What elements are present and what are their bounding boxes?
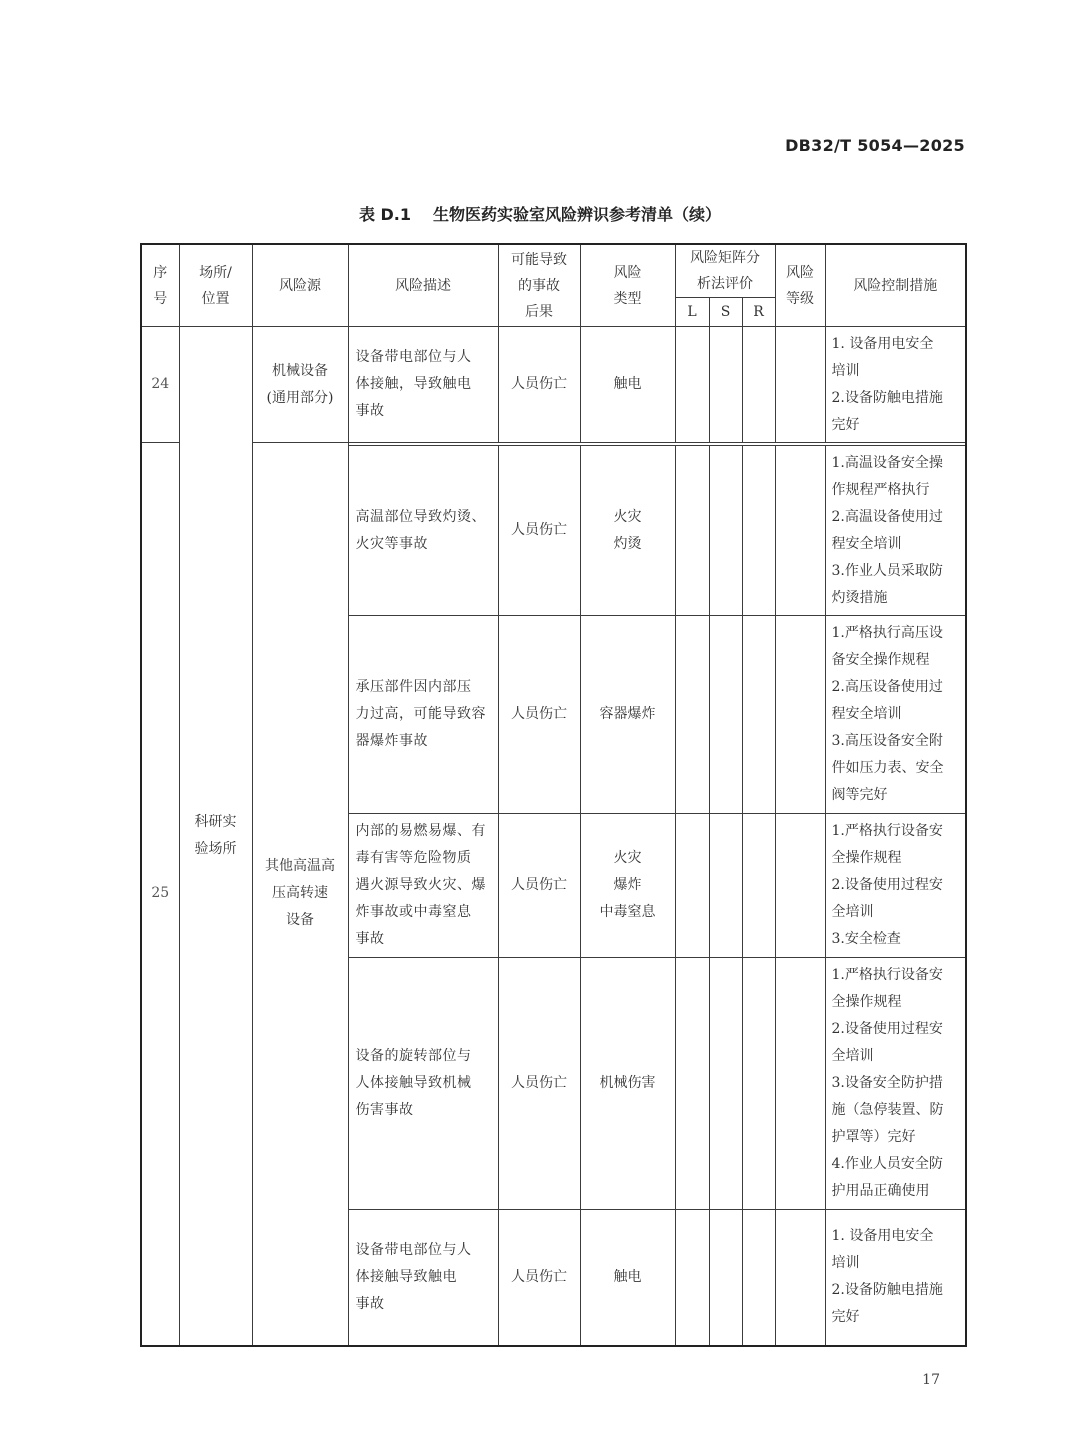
s-cell: [709, 958, 742, 1210]
s-cell: [709, 814, 742, 958]
control-measures-cell: 1.高温设备安全操 作规程严格执行 2.高温设备使用过 程安全培训 3.作业人员采取防 灼烫措施: [825, 446, 966, 616]
r-cell: [742, 1210, 775, 1346]
risk-source-cell: 机械设备 (通用部分): [252, 327, 348, 443]
table-row: [141, 327, 966, 443]
l-cell: [675, 616, 709, 814]
consequence-cell: 人员伤亡: [498, 958, 580, 1210]
consequence-cell: 人员伤亡: [498, 1210, 580, 1346]
header-r: R: [742, 298, 775, 327]
header-risk-description: 风险描述: [348, 244, 498, 327]
header-risk-level: 风险 等级: [775, 244, 825, 327]
s-cell: [709, 446, 742, 616]
control-measures-cell: 1. 设备用电安全 培训 2.设备防触电措施 完好: [825, 327, 966, 443]
consequence-cell: 人员伤亡: [498, 616, 580, 814]
risk-level-cell: [775, 327, 825, 443]
r-cell: [742, 958, 775, 1210]
header-index: 序 号: [141, 244, 179, 327]
l-cell: [675, 958, 709, 1210]
risk-level-cell: [775, 1210, 825, 1346]
risk-description-cell: 高温部位导致灼烫、 火灾等事故: [348, 446, 498, 616]
table-title-text: 生物医药实验室风险辨识参考清单（续）: [433, 205, 722, 224]
place-cell: 科研实 验场所: [179, 327, 252, 1346]
risk-type-cell: 火灾 灼烫: [580, 446, 675, 616]
consequence-cell: 人员伤亡: [498, 327, 580, 443]
header-l: L: [675, 298, 709, 327]
risk-level-cell: [775, 616, 825, 814]
consequence-cell: 人员伤亡: [498, 814, 580, 958]
header-risk-type: 风险 类型: [580, 244, 675, 327]
risk-type-cell: 火灾 爆炸 中毒窒息: [580, 814, 675, 958]
row-index: 25: [141, 443, 179, 1346]
consequence-cell: 人员伤亡: [498, 446, 580, 616]
page-number: 17: [922, 1372, 940, 1388]
r-cell: [742, 814, 775, 958]
s-cell: [709, 616, 742, 814]
control-measures-cell: 1.严格执行设备安 全操作规程 2.设备使用过程安 全培训 3.安全检查: [825, 814, 966, 958]
header-place: 场所/ 位置: [179, 244, 252, 327]
l-cell: [675, 1210, 709, 1346]
r-cell: [742, 446, 775, 616]
risk-type-cell: 容器爆炸: [580, 616, 675, 814]
table-label: 表 D.1: [358, 205, 412, 224]
risk-description-cell: 设备的旋转部位与 人体接触导致机械 伤害事故: [348, 958, 498, 1210]
header-consequence: 可能导致 的事故 后果: [498, 244, 580, 327]
control-measures-cell: 1.严格执行高压设 备安全操作规程 2.高压设备使用过 程安全培训 3.高压设备安全附 件如压力表、安全 阀等完好: [825, 616, 966, 814]
document-code: DB32/T 5054—2025: [785, 136, 965, 155]
header-control-measures: 风险控制措施: [825, 244, 966, 327]
l-cell: [675, 814, 709, 958]
row-index: 24: [141, 327, 179, 443]
risk-level-cell: [775, 814, 825, 958]
s-cell: [709, 1210, 742, 1346]
risk-description-cell: 内部的易燃易爆、有 毒有害等危险物质 遇火源导致火灾、爆 炸事故或中毒窒息 事故: [348, 814, 498, 958]
risk-description-cell: 设备带电部位与人 体接触导致触电 事故: [348, 1210, 498, 1346]
risk-type-cell: 触电: [580, 327, 675, 443]
risk-description-cell: 承压部件因内部压 力过高，可能导致容 器爆炸事故: [348, 616, 498, 814]
risk-description-cell: 设备带电部位与人 体接触，导致触电 事故: [348, 327, 498, 443]
l-cell: [675, 446, 709, 616]
header-risk-source: 风险源: [252, 244, 348, 327]
risk-level-cell: [775, 958, 825, 1210]
s-cell: [709, 327, 742, 443]
table-title: [0, 202, 1080, 225]
risk-source-cell: 其他高温高 压高转速 设备: [252, 443, 348, 1346]
risk-type-cell: 机械伤害: [580, 958, 675, 1210]
r-cell: [742, 327, 775, 443]
risk-level-cell: [775, 446, 825, 616]
r-cell: [742, 616, 775, 814]
l-cell: [675, 327, 709, 443]
control-measures-cell: 1. 设备用电安全 培训 2.设备防触电措施 完好: [825, 1210, 966, 1346]
risk-table: [140, 243, 967, 1347]
risk-type-cell: 触电: [580, 1210, 675, 1346]
control-measures-cell: 1.严格执行设备安 全操作规程 2.设备使用过程安 全培训 3.设备安全防护措 施（急停装置、防 护罩等）完好 4.作业人员安全防 护用品正确使用: [825, 958, 966, 1210]
header-matrix-evaluation: 风险矩阵分 析法评价: [675, 244, 775, 298]
header-s: S: [709, 298, 742, 327]
